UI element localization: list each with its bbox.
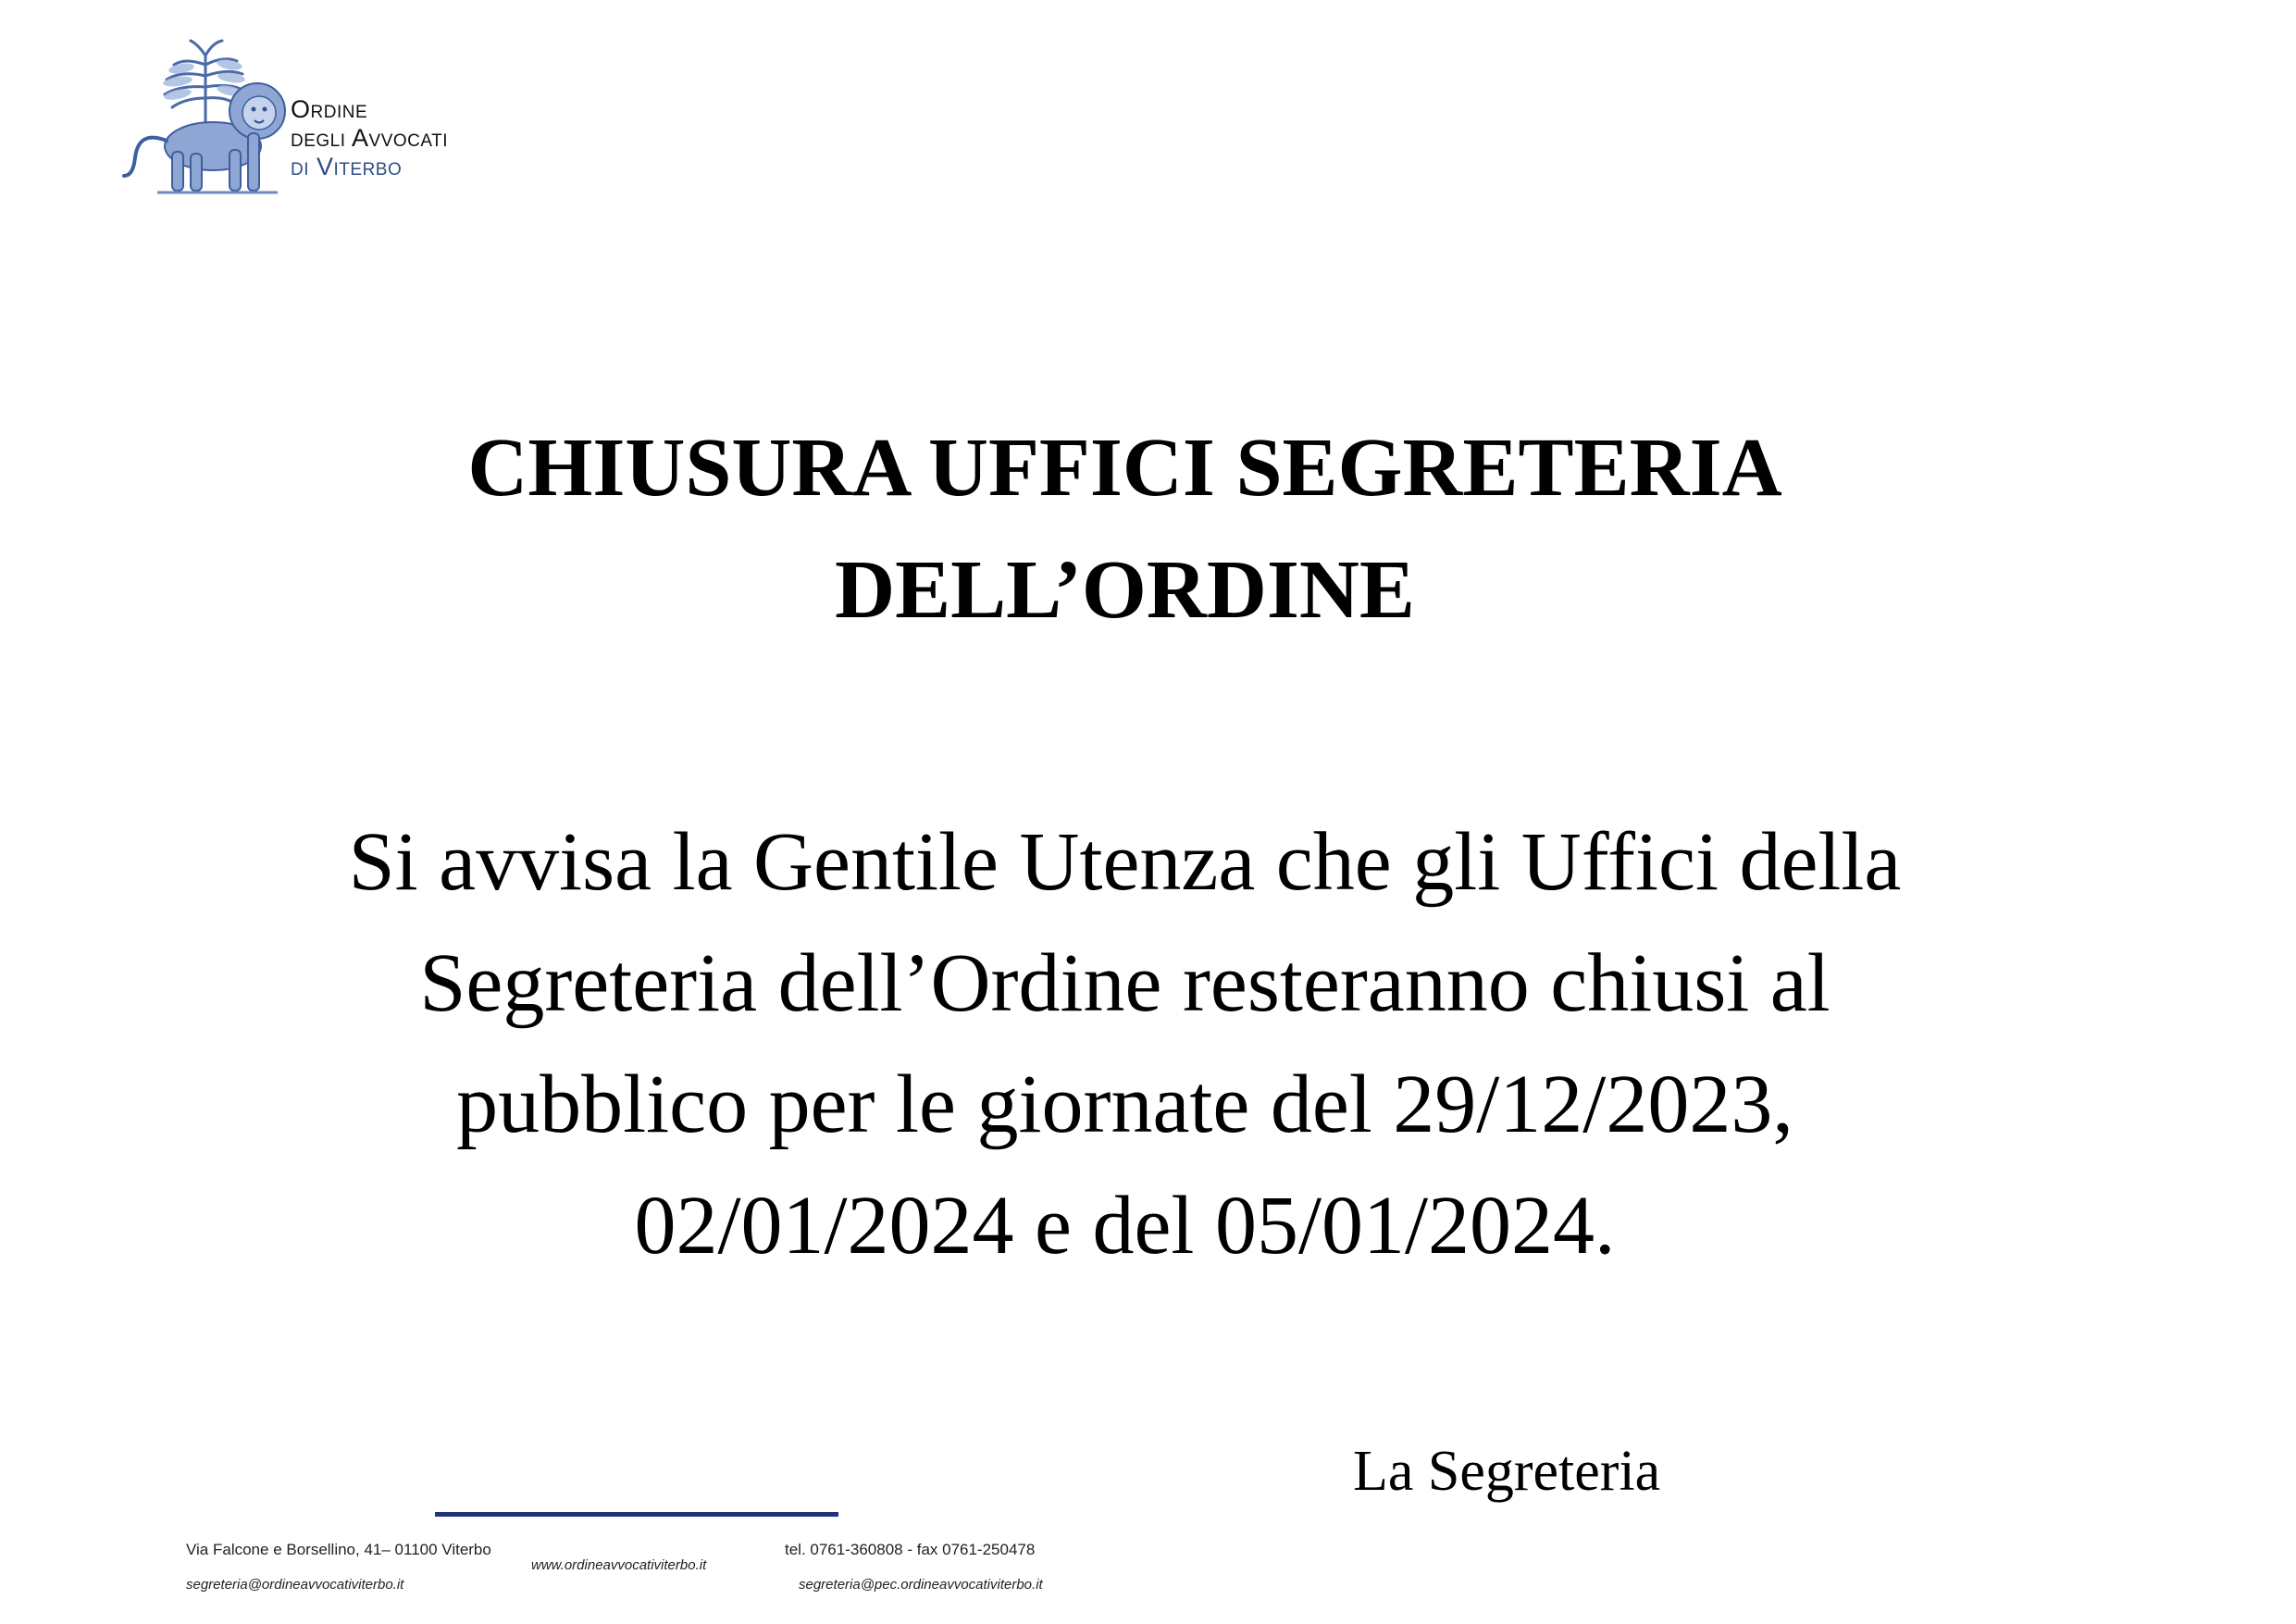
- title-line-2: DELL’ORDINE: [835, 544, 1415, 636]
- notice-line: Segreteria dell’Ordine resteranno chiusi al: [419, 937, 1831, 1029]
- header-logo: [120, 37, 509, 204]
- title-line-1: CHIUSURA UFFICI SEGRETERIA: [467, 422, 1782, 514]
- notice-line: Si avvisa la Gentile Utenza che gli Uffici della: [348, 816, 1902, 908]
- notice-line: pubblico per le giornate del 29/12/2023,: [456, 1059, 1793, 1150]
- logo-line-di-viterbo: di Viterbo: [291, 153, 403, 180]
- lion-with-palm-icon: [120, 37, 296, 204]
- logo-text: [291, 95, 448, 181]
- footer-phone-fax: tel. 0761-360808 - fax 0761-250478: [785, 1541, 1036, 1558]
- logo-line-degli-avvocati: degli Avvocati: [291, 124, 449, 152]
- footer-pec-link[interactable]: segreteria@pec.ordineavvocativiterbo.it: [799, 1577, 1043, 1593]
- notice-line: 02/01/2024 e del 05/01/2024.: [634, 1180, 1616, 1271]
- footer-address: Via Falcone e Borsellino, 41– 01100 Viterbo: [186, 1541, 491, 1558]
- notice-paragraph: [0, 801, 2250, 1286]
- document-title: [0, 407, 2250, 651]
- footer-email-link[interactable]: segreteria@ordineavvocativiterbo.it: [186, 1577, 404, 1593]
- signature: La Segreteria: [1353, 1440, 1661, 1503]
- logo-line-ordine: Ordine: [291, 95, 368, 123]
- footer-divider: [435, 1512, 838, 1517]
- footer-website-link[interactable]: www.ordineavvocativiterbo.it: [531, 1557, 707, 1573]
